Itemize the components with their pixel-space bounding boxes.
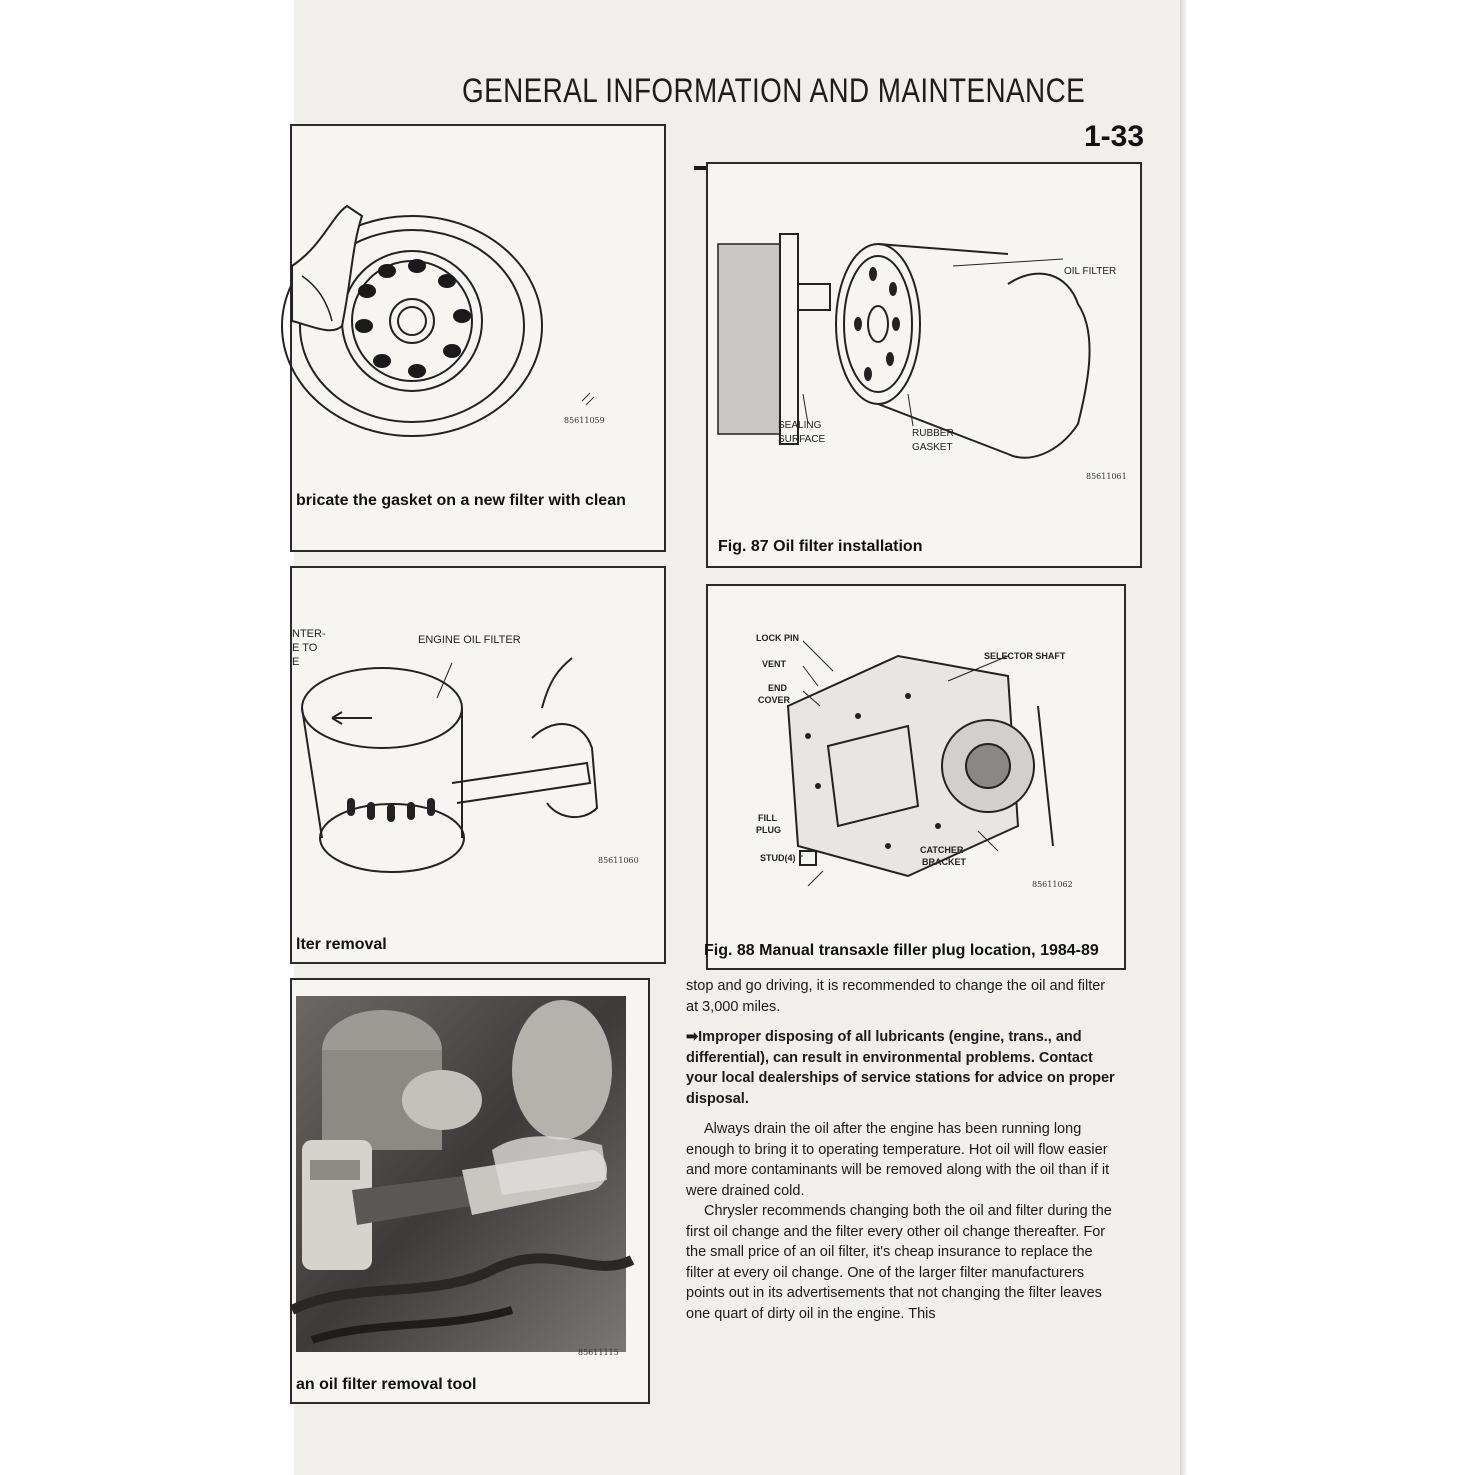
label-catcher: CATCHER <box>920 845 964 855</box>
label-plug: PLUG <box>756 825 782 835</box>
figure-88-transaxle-filler-plug <box>706 584 1126 970</box>
label-surface: SURFACE <box>778 434 826 445</box>
label-stud: STUD(4) <box>760 853 796 863</box>
label-cover: COVER <box>758 695 791 705</box>
part-number: 85611115 <box>578 1348 619 1357</box>
figure-caption: bricate the gasket on a new filter with clean <box>296 492 626 509</box>
label-sealing: SEALING <box>778 420 822 431</box>
label-cut-2: E TO <box>292 642 318 654</box>
part-number: 85611061 <box>1086 472 1127 481</box>
label-gasket: GASKET <box>912 442 953 453</box>
page-number: 1-33 <box>1084 120 1145 153</box>
note-paragraph: ➡Improper disposing of all lubricants (engine, trans., and differential), can result in environmental problems. Contact your local dealerships of service stations for advice on proper disposal. <box>686 1029 1115 1107</box>
label-vent: VENT <box>762 659 787 669</box>
figure-87-oil-filter-installation <box>706 162 1142 568</box>
filter-removal-illustration <box>292 568 664 962</box>
body-text-column <box>686 976 1120 1324</box>
label-selector-shaft: SELECTOR SHAFT <box>984 651 1066 661</box>
label-engine-oil-filter: ENGINE OIL FILTER <box>418 634 521 646</box>
page-title: GENERAL INFORMATION AND MAINTENANCE <box>462 72 1086 110</box>
part-number: 85611059 <box>564 416 605 425</box>
label-bracket: BRACKET <box>922 857 966 867</box>
label-lock-pin: LOCK PIN <box>756 633 800 643</box>
figure-caption: lter removal <box>296 936 387 953</box>
figure-caption: Fig. 87 Oil filter installation <box>718 538 923 555</box>
gasket-illustration <box>292 126 664 550</box>
figure-filter-removal <box>290 566 666 964</box>
label-oil-filter: OIL FILTER <box>1064 266 1117 277</box>
paragraph: Always drain the oil after the engine has been running long enough to bring it to operating temperature. Hot oil will flow easier and more contaminants will be removed along with the oil than if it were drained cold. <box>686 1121 1110 1199</box>
figure-oil-filter-removal-tool <box>290 978 650 1404</box>
figure-lubricate-gasket <box>290 124 666 552</box>
figure-caption: an oil filter removal tool <box>296 1376 477 1393</box>
label-cut-3: E <box>292 656 300 668</box>
paragraph: Chrysler recommends changing both the oil and filter during the first oil change and the filter every other oil change thereafter. For the small price of an oil filter, it's cheap insurance to replace the filter at every oil change. One of the larger filter manufacturers points out in its advertisements that not changing the filter leaves one quart of dirty oil in the engine. This <box>686 1203 1112 1322</box>
page-edge-shadow <box>1180 0 1188 1475</box>
oil-filter-installation-illustration <box>708 164 1140 566</box>
label-rubber: RUBBER <box>912 428 954 439</box>
part-number: 85611062 <box>1032 880 1073 889</box>
oil-filter-tool-photo <box>292 980 648 1402</box>
paragraph: stop and go driving, it is recommended to change the oil and filter at 3,000 miles. <box>686 978 1106 1015</box>
figure-caption: Fig. 88 Manual transaxle filler plug location, 1984-89 <box>704 942 1099 959</box>
label-end: END <box>768 683 788 693</box>
label-cut-1: NTER- <box>292 628 326 640</box>
part-number: 85611060 <box>598 856 639 865</box>
label-fill: FILL <box>758 813 777 823</box>
manual-page <box>294 0 1180 1475</box>
